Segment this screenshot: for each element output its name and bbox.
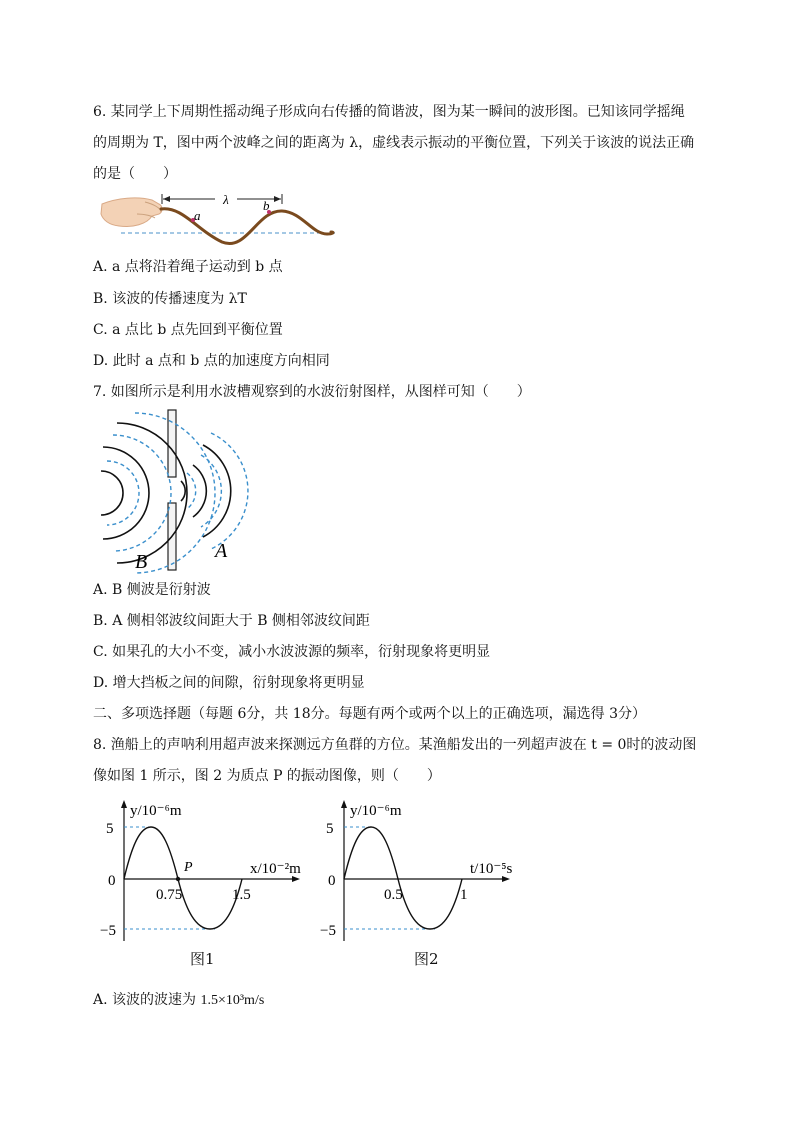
fig1-point-P: P: [184, 860, 193, 875]
label-B: B: [135, 551, 148, 573]
q8-fig2-vibration-graph: [320, 795, 520, 945]
q7-option-d: D. 增大挡板之间的间隙，衍射现象将更明显: [93, 675, 365, 691]
label-A: A: [215, 540, 228, 562]
fig1-caption: 图1: [190, 950, 215, 968]
fig1-ytick-neg5: −5: [100, 923, 116, 939]
q6-stem-line3: 的是（ ）: [93, 166, 177, 182]
fig2-ytick-neg5: −5: [320, 923, 336, 939]
fig2-xtick-05: 0.5: [384, 887, 403, 903]
fig2-xtick-1: 1: [460, 887, 468, 903]
q6-option-b: B. 该波的传播速度为 λT: [93, 291, 247, 307]
fig2-ytick-0: 0: [328, 873, 336, 889]
q6-stem-line1: 6. 某同学上下周期性摇动绳子形成向右传播的简谐波，图为某一瞬间的波形图。已知该同学摇绳: [93, 104, 685, 120]
point-b-label: b: [263, 198, 270, 213]
fig1-ylabel: y/10⁻⁶m: [130, 803, 182, 819]
fig1-xtick-15: 1.5: [232, 887, 251, 903]
q8-option-a-text: A. 该波的波速为: [93, 992, 201, 1008]
fig1-xlabel: x/10⁻²m: [250, 861, 301, 877]
q7-stem: 7. 如图所示是利用水波槽观察到的水波衍射图样，从图样可知（ ）: [93, 384, 531, 400]
point-a-label: a: [194, 208, 201, 223]
hand-illustration: [101, 198, 162, 227]
q7-option-a: A. B 侧波是衍射波: [93, 582, 211, 598]
q7-option-b: B. A 侧相邻波纹间距大于 B 侧相邻波纹间距: [93, 613, 370, 629]
q6-rope-wave-figure: [97, 190, 342, 252]
q6-stem-line2: 的周期为 T，图中两个波峰之间的距离为 λ，虚线表示振动的平衡位置，下列关于该波的说法正确: [93, 135, 695, 151]
fig1-ytick-5: 5: [106, 821, 114, 837]
fig1-ytick-0: 0: [108, 873, 116, 889]
q8-fig1-wave-graph: [100, 795, 315, 945]
q6-option-a: A. a 点将沿着绳子运动到 b 点: [93, 259, 283, 275]
q8-option-a-formula: 1.5×10³m/s: [200, 993, 265, 1008]
fig1-xtick-075: 0.75: [156, 887, 183, 903]
q7-diffraction-figure: [95, 405, 265, 575]
fig2-xlabel: t/10⁻⁵s: [470, 861, 513, 877]
section2-heading: 二、多项选择题（每题 6分，共 18分。每题有两个或两个以上的正确选项，漏选得 3分）: [93, 706, 646, 722]
fig2-ylabel: y/10⁻⁶m: [350, 803, 402, 819]
q7-option-c: C. 如果孔的大小不变，减小水波波源的频率，衍射现象将更明显: [93, 644, 491, 660]
q6-option-c: C. a 点比 b 点先回到平衡位置: [93, 322, 283, 338]
q6-option-d: D. 此时 a 点和 b 点的加速度方向相同: [93, 353, 330, 369]
q8-stem-line1: 8. 渔船上的声呐利用超声波来探测远方鱼群的方位。某渔船发出的一列超声波在 t = 0时的波动图: [93, 737, 697, 753]
q8-option-a: [93, 990, 264, 1011]
q8-stem-line2: 像如图 1 所示，图 2 为质点 P 的振动图像，则（ ）: [93, 768, 441, 784]
fig2-caption: 图2: [414, 950, 439, 968]
fig2-ytick-5: 5: [326, 821, 334, 837]
lambda-label: λ: [223, 192, 229, 207]
